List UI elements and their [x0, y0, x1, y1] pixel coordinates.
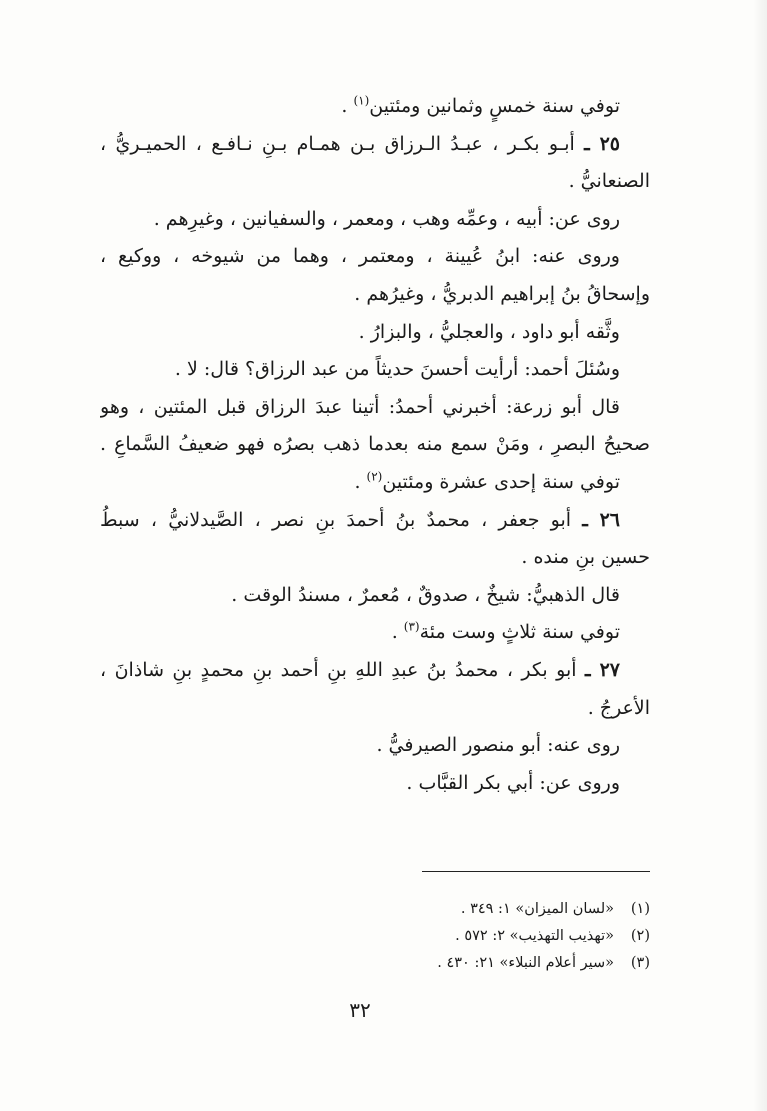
entry-heading-27: ٢٧ ـ أبو بكر ، محمدُ بنُ عبدِ اللهِ بنِ أحمد بنِ محمدٍ بنِ شاذانَ ،	[100, 658, 620, 681]
main-text-block	[100, 88, 650, 802]
footnote-ref[interactable]: (١)	[353, 93, 370, 108]
entry-heading-26: ٢٦ ـ أبو جعفر ، محمدٌ بنُ أحمدَ بنِ نصر ، الصَّيدلانيُّ ، سبطُ	[100, 508, 620, 531]
text-line: روى عن: أبيه ، وعمِّه وهب ، ومعمر ، والسفيانين ، وغيرِهم .	[153, 207, 620, 230]
footnote-number: (٢)	[630, 928, 650, 944]
text-line: وروى عنه: ابنُ عُيينة ، ومعتمر ، وهما من شيوخه ، ووكيع ،	[100, 245, 620, 268]
text-line: قال الذهبيُّ: شيخٌ ، صدوقٌ ، مُعمرٌ ، مسندُ الوقت .	[231, 583, 620, 606]
entry-number: ٢٥ ـ	[584, 132, 620, 155]
text-line: قال أبو زرعة: أخبرني أحمدُ: أتينا عبدَ الرزاق قبل المئتين ، وهو	[100, 395, 620, 418]
page-edge-shadow	[753, 0, 767, 1111]
page-number: ٣٢	[349, 998, 371, 1022]
footnote-ref[interactable]: (٣)	[403, 619, 420, 634]
text-line: وإسحاقُ بنُ إبراهيم الدبريُّ ، وغيرُهم .	[354, 282, 650, 305]
footnote-number: (١)	[630, 901, 650, 917]
text-line: الأعرجُ .	[587, 696, 650, 719]
footnote-text: «تهذيب التهذيب» ٢: ٥٧٢ .	[455, 928, 614, 944]
footnotes	[100, 896, 650, 977]
text-line: وثَّقه أبو داود ، والعجليُّ ، والبزارُ .	[358, 320, 620, 343]
entry-number: ٢٧ ـ	[584, 658, 620, 681]
text-line: وروى عن: أبي بكر القبَّاب .	[406, 771, 620, 794]
footnote-text: «لسان الميزان» ١: ٣٤٩ .	[460, 901, 614, 917]
footnote-2	[100, 923, 650, 950]
text-line: توفي سنة ثلاثٍ وست مئة$^{(٣)}$ .	[391, 619, 620, 644]
footnote-1	[100, 896, 650, 923]
text-line: توفي سنة خمسٍ وثمانين ومئتين$^{(١)}$ .	[341, 93, 620, 117]
footnote-separator	[422, 871, 650, 872]
entry-number: ٢٦ ـ	[582, 508, 620, 531]
text-line: حسين بنِ منده .	[521, 546, 650, 569]
footnote-number: (٣)	[630, 955, 650, 971]
text-line: توفي سنة إحدى عشرة ومئتين$^{(٢)}$ .	[354, 469, 620, 493]
text-line: الصنعانيُّ .	[568, 170, 650, 193]
footnote-ref[interactable]: (٢)	[366, 469, 383, 484]
text-line: صحيحُ البصرِ ، ومَنْ سمع منه بعدما ذهب بصرُه فهو ضعيفُ السَّماعِ .	[100, 433, 650, 456]
text-line: روى عنه: أبو منصور الصيرفيُّ .	[376, 734, 620, 757]
footnote-3	[100, 950, 650, 977]
footnote-text: «سير أعلام النبلاء» ٢١: ٤٣٠ .	[437, 955, 614, 971]
entry-heading-25: ٢٥ ـ أبـو بكـر ، عبـدُ الـرزاق بـن همـام بـنِ نـافـع ، الحميـريُّ ،	[100, 132, 620, 155]
text-line: وسُئلَ أحمد: أرأيت أحسنَ حديثاً من عبد الرزاق؟ قال: لا .	[174, 358, 620, 381]
